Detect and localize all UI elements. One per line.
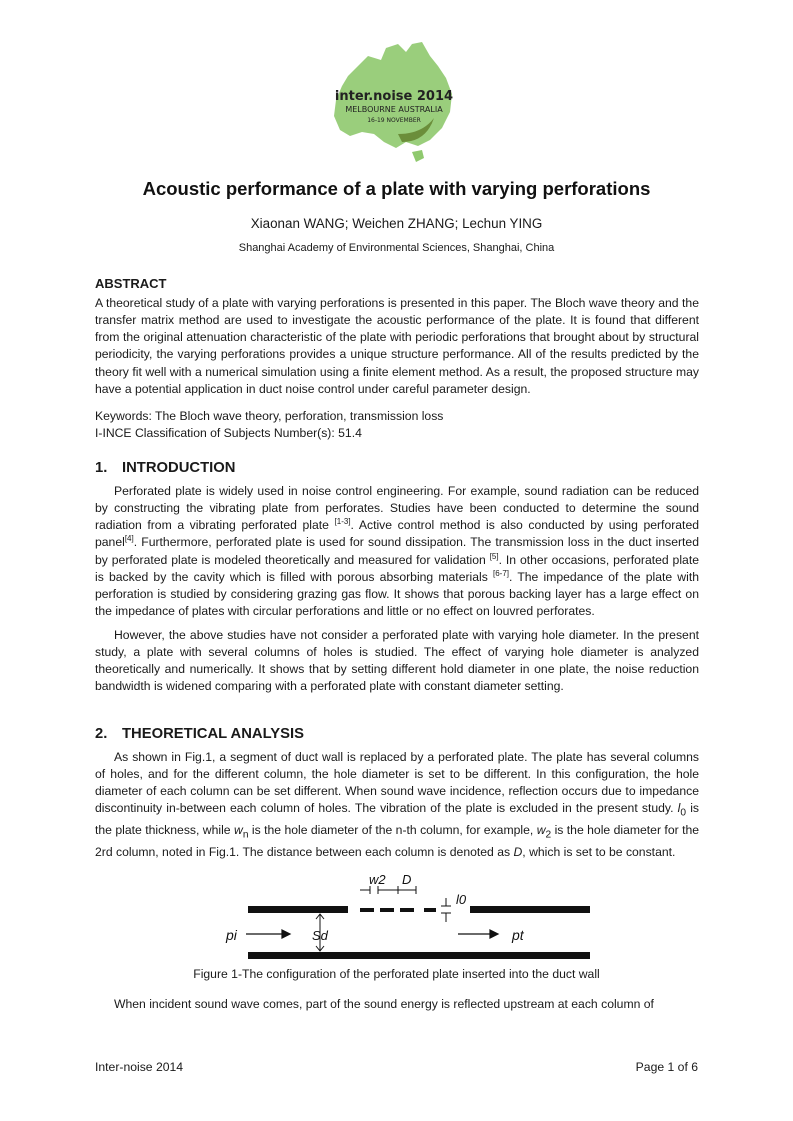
perforated-segment-1	[360, 908, 374, 912]
section-2-title: THEORETICAL ANALYSIS	[122, 726, 304, 742]
logo-line3: 16-19 NOVEMBER	[367, 117, 421, 124]
abstract-text: A theoretical study of a plate with varying perforations is presented in this paper. The Bloch wave theory and the transfer matrix method are used to investigate the acoustic performance of the plate. It is found that different from the original attenuation characteristic of the plate with periodic perforations that brought about by structural periodicity, the varying perforations provides a unique structure performance. All of the results predicted by the theory fit well with a numerical simulation using a finite element method. As a result, the proposed structure may have a potential application in duct noise control under careful parameter design.	[95, 296, 699, 396]
label-D: D	[402, 872, 412, 887]
section-2-number: 2.	[95, 726, 108, 742]
section-1-number: 1.	[95, 460, 108, 476]
intro-paragraph-2: However, the above studies have not consider a perforated plate with varying hole diameter. In the present study, a plate with several columns of holes is studied. The effect of varying hole diameter is analyzed theoretically and numerically. It shows that by setting different hold diameter in one plate, the noise reduction bandwidth is widened comparing with a perforated plate with constant diameter setting.	[95, 628, 699, 694]
citation-6-7: [6-7]	[492, 568, 509, 578]
duct-top-wall-right	[470, 906, 590, 913]
paper-title: Acoustic performance of a plate with varying perforations	[142, 178, 651, 199]
paper-authors: Xiaonan WANG; Weichen ZHANG; Lechun YING	[250, 216, 543, 231]
transmitted-wave-arrow	[458, 930, 498, 938]
abstract-heading: ABSTRACT	[95, 276, 167, 291]
label-sd: Sd	[312, 928, 328, 943]
figure-1-duct-diagram	[224, 872, 594, 962]
citation-1-3: [1-3]	[334, 517, 351, 527]
duct-bottom-wall	[248, 952, 590, 959]
keywords: Keywords: The Bloch wave theory, perforation, transmission loss	[95, 409, 444, 423]
incident-wave-arrow	[246, 930, 290, 938]
logo-line1: inter.noise 2014	[334, 89, 454, 104]
theory-paragraph-2: When incident sound wave comes, part of the sound energy is reflected upstream at each column of	[114, 997, 654, 1011]
intro-paragraph-1: Perforated plate is widely used in noise control engineering. For example, sound radiation can be reduced by constructing the vibrating plate from perforates. Studies have been conducted to determine the sound radiation from a vibrating perforated plate [1-3]. Active control method is also conducted by using perforated panel[4]. Furthermore, perforated plate is used for sound dissipation. The transmission loss in the duct inserted by perforated plate is modeled theoretically and measured for validation [5]. In other occasions, perforated plate is backed by the cavity which is filled with porous absorbing materials [6-7]. The impedance of the plate with perforation is studied by considering grazing gas flow. It shows that porous backing layer has a large effect on the impedance of plates with circular perforations and little or no effect on louvred perforates.	[95, 484, 699, 619]
paper-affiliation: Shanghai Academy of Environmental Sciences, Shanghai, China	[238, 242, 555, 254]
label-pi: pi	[226, 927, 237, 943]
perforated-segment-4	[424, 908, 436, 912]
conference-logo	[326, 38, 462, 166]
tasmania-shape	[412, 150, 424, 162]
figure-1-caption: Figure 1-The configuration of the perforated plate inserted into the duct wall	[193, 967, 600, 981]
footer-conference: Inter-noise 2014	[95, 1060, 184, 1074]
footer-page-number: Page 1 of 6	[635, 1060, 698, 1074]
theory-paragraph-1: As shown in Fig.1, a segment of duct wall is replaced by a perforated plate. The plate has several columns of holes, and for the different column, the hole diameter is set to be different. In this configuration, the hole diameter of each column can be set different. When sound wave incidence, reflection occurs due to impedance discontinuity in-between each column of holes. The vibration of the plate is excluded in the present study. $l_0$ is the plate thickness, while $w_n$ is the hole diameter of the n-th column, for example, $w_2$ is the hole diameter for the 2rd column, noted in Fig.1. The distance between each column is denoted as D, which is set to be constant.	[95, 750, 700, 859]
w2-dimension-arrows	[360, 886, 416, 894]
citation-5: [5]	[489, 551, 499, 561]
section-1-title: INTRODUCTION	[122, 460, 236, 476]
perforated-segment-3	[400, 908, 414, 912]
citation-4: [4]	[124, 534, 134, 544]
l0-dimension-arrows	[441, 898, 451, 922]
label-w2: w2	[369, 872, 386, 887]
logo-line2: MELBOURNE AUSTRALIA	[345, 105, 443, 114]
label-pt: pt	[512, 927, 524, 943]
perforated-segment-2	[380, 908, 394, 912]
section-1-heading	[95, 460, 235, 476]
label-l0: l0	[456, 892, 467, 907]
classification: I-INCE Classification of Subjects Number(s): 51.4	[95, 426, 362, 440]
duct-top-wall-left	[248, 906, 348, 913]
section-2-heading	[95, 726, 304, 742]
